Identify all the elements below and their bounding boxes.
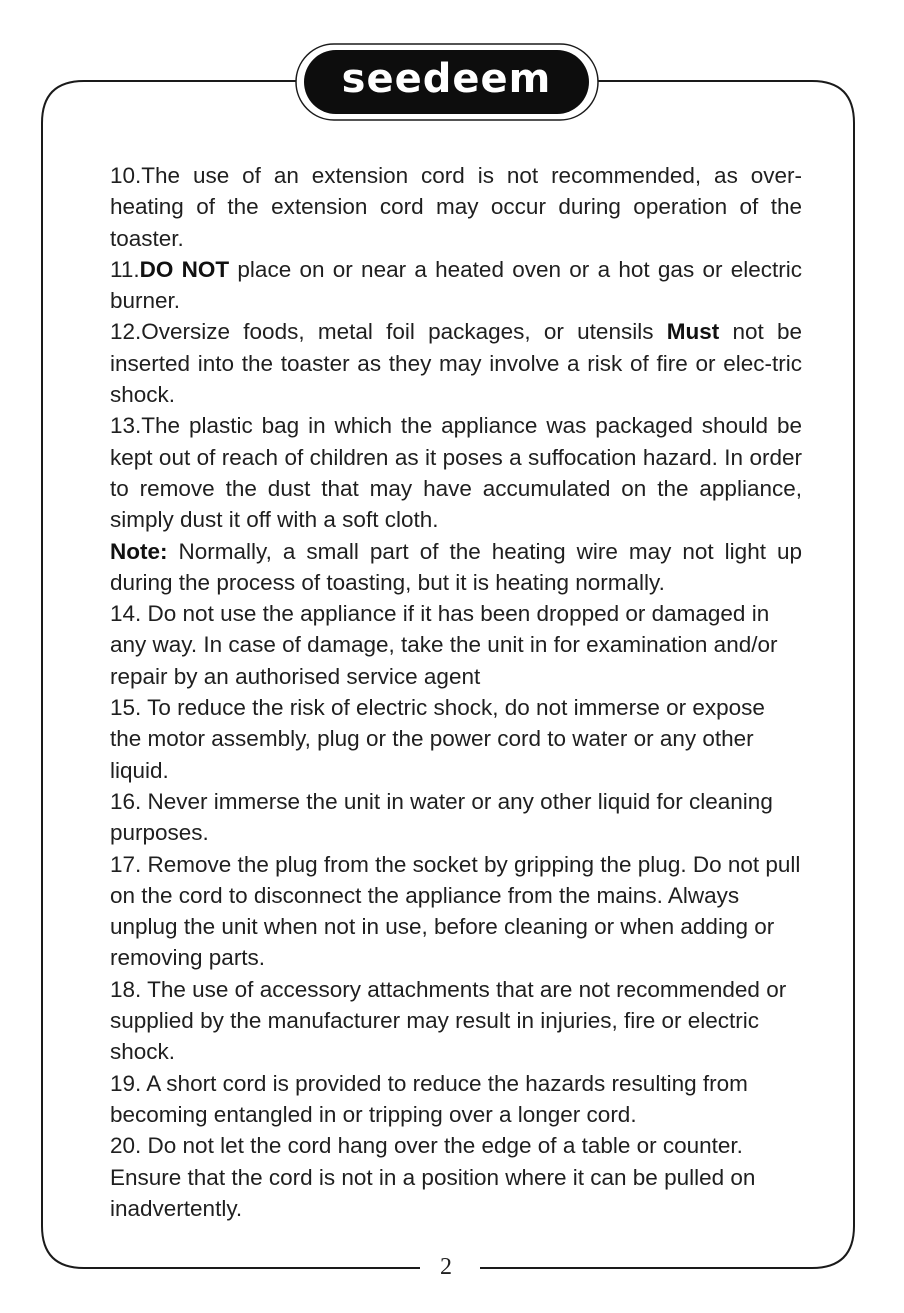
instruction-18 [110,974,802,1068]
instruction-16 [110,786,802,849]
instruction-13 [110,410,802,535]
instruction-20 [110,1130,802,1224]
instruction-12-text-start: 12.Oversize foods, metal foil packages, or utensils [110,319,667,345]
instruction-10 [110,160,802,254]
note-text: Normally, a small part of the heating wire may not light up during the process of toasting, but it is heating normally. [110,538,802,595]
instruction-17 [110,849,802,974]
instruction-11-text: place on or near a heated oven or a hot gas or electric burner. [110,256,803,314]
safety-instructions [110,160,802,1224]
instruction-11 [110,254,802,317]
instruction-15 [110,692,802,786]
instruction-10-text: 10.The use of an extension cord is not recommended, as over-heating of the extension cord may occur during operation of the toaster. [110,163,802,251]
instruction-12-emphasis: Must [666,319,720,345]
brand-logo-text: seedeem [341,56,552,102]
page-number: 2 [440,1254,452,1280]
instruction-20-text: 20. Do not let the cord hang over the edge of a table or counter. Ensure that the cord is not in a position where it can be pulled on inadvertently. [110,1133,756,1221]
instruction-14-text: 14. Do not use the appliance if it has been dropped or damaged in any way. In case of damage, take the unit in for examination and/or repair by an authorised service agent [110,601,778,689]
instruction-16-text: 16. Never immerse the unit in water or any other liquid for cleaning purposes. [110,788,773,846]
instruction-18-text: 18. The use of accessory attachments that are not recommended or supplied by the manufacturer may result in injuries, fire or electric shock. [110,976,787,1065]
instruction-17-text: 17. Remove the plug from the socket by gripping the plug. Do not pull on the cord to disconnect the appliance from the mains. Always unplug the unit when not in use, before cleaning or when adding or removing parts. [110,851,801,971]
note-label: Note: [110,538,168,564]
instruction-19 [110,1068,802,1131]
brand-logo [304,50,589,114]
instruction-13-text: 13.The plastic bag in which the appliance was packaged should be kept out of reach of children as it poses a suffocation hazard. In order to remove the dust that may have accumulated on the appliance, simply dust it off with a soft cloth. [110,413,802,533]
instruction-11-emphasis: DO NOT [139,256,230,282]
instruction-12-text-end: not be inserted into the toaster as they may involve a risk of fire or elec-tric shock. [110,319,802,408]
instruction-12 [110,316,802,410]
instruction-14 [110,598,802,692]
instruction-11-number: 11. [110,256,140,282]
instruction-19-text: 19. A short cord is provided to reduce the hazards resulting from becoming entangled in or tripping over a longer cord. [110,1070,748,1127]
note [110,536,802,599]
instruction-15-text: 15. To reduce the risk of electric shock, do not immerse or expose the motor assembly, plug or the power cord to water or any other liquid. [110,695,765,783]
